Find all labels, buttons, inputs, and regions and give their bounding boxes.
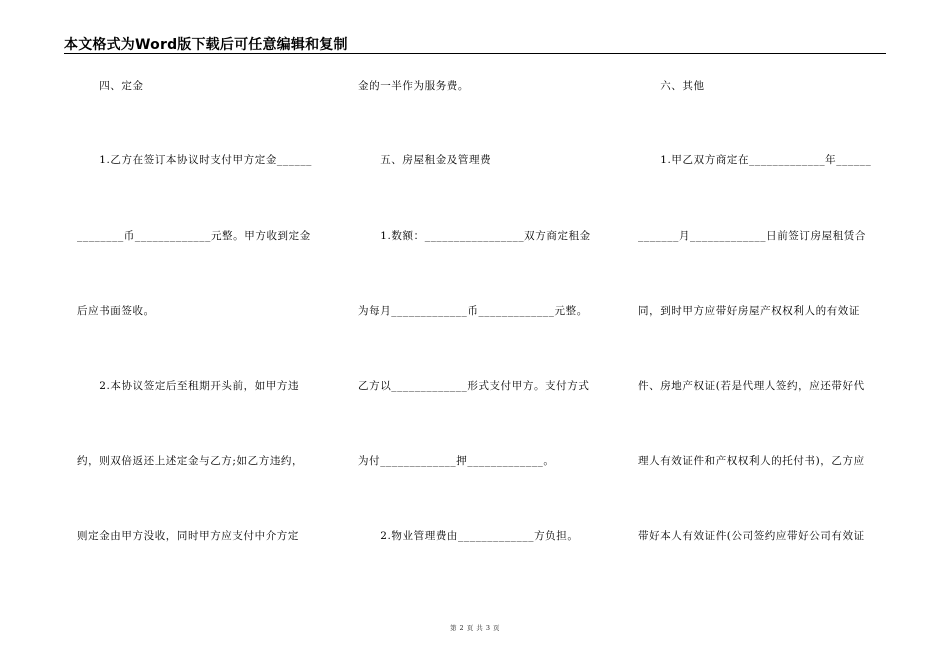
- page-number: 第 2 页 共 3 页: [449, 624, 501, 632]
- text-line: 2.本协议签定后至租期开头前，如甲方违: [77, 380, 300, 392]
- text-line: 1.甲乙双方商定在_____________年______: [638, 154, 872, 166]
- text-line: 2.物业管理费由_____________方负担。: [358, 530, 579, 542]
- text-line: 五、房屋租金及管理费: [358, 154, 492, 166]
- text-line: _______月_____________日前签订房屋租赁合: [638, 230, 866, 242]
- text-line: 约，则双倍返还上述定金与乙方;如乙方违约，: [77, 455, 304, 467]
- text-line: 带好本人有效证件(公司签约应带好公司有效证: [638, 530, 865, 542]
- text-line: 金的一半作为服务费。: [358, 80, 469, 92]
- text-line: ________币_____________元整。甲方收到定金: [77, 230, 311, 242]
- text-line: 1.数额：_________________双方商定租金: [358, 230, 591, 242]
- text-line: 为每月_____________币_____________元整。: [358, 305, 588, 317]
- text-line: 乙方以_____________形式支付甲方。支付方式: [358, 380, 590, 392]
- text-line: 件、房地产权证(若是代理人签约，应还带好代: [638, 380, 865, 392]
- document-header-title: 本文格式为Word版下载后可任意编辑和复制: [64, 37, 348, 53]
- header-divider: [64, 53, 886, 54]
- text-line: 理人有效证件和产权权利人的托付书)，乙方应: [638, 455, 865, 467]
- text-line: 1.乙方在签订本协议时支付甲方定金______: [77, 154, 313, 166]
- text-line: 为付_____________押_____________。: [358, 455, 555, 467]
- text-line: 同，到时甲方应带好房屋产权权利人的有效证: [638, 305, 860, 317]
- text-line: 六、其他: [638, 80, 705, 92]
- text-line: 四、定金: [77, 80, 144, 92]
- text-line: 后应书面签收。: [77, 305, 155, 317]
- text-line: 则定金由甲方没收，同时甲方应支付中介方定: [77, 530, 299, 542]
